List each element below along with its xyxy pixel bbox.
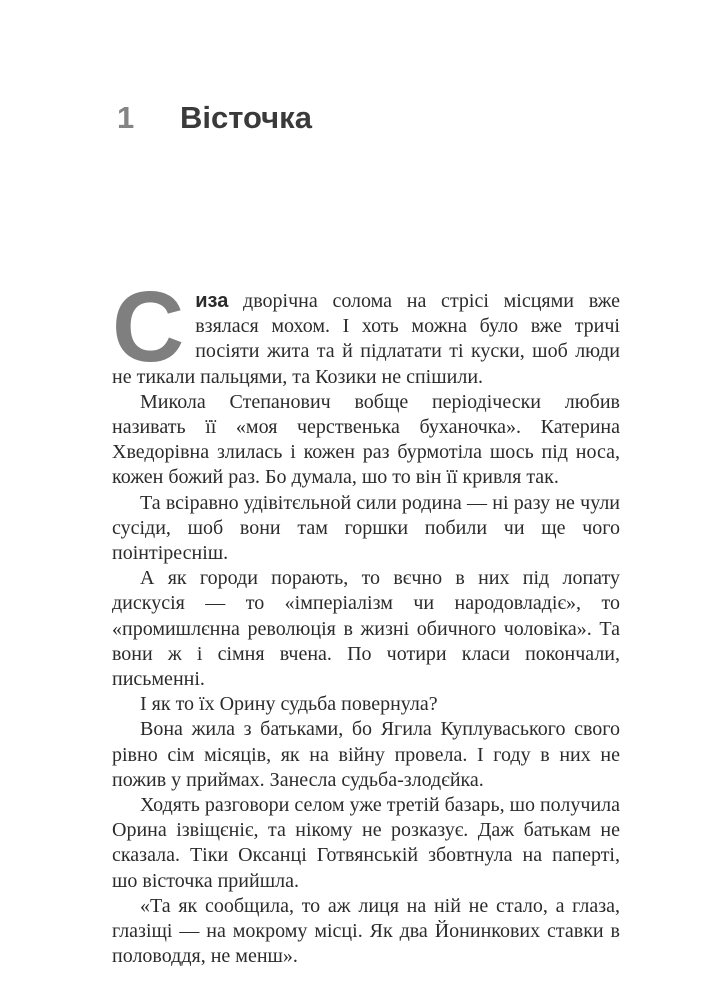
paragraph-6: Вона жила з батьками, бо Ягила Куплуваського свого рівно сім місяців, як на війну провела. І году в них не пожив у приймах. Занесла судьба-злодєйка. [112, 718, 620, 791]
lead-word-bold: иза [195, 290, 229, 312]
paragraph-1 [112, 271, 620, 390]
body-text-block [112, 271, 621, 969]
paragraph-8: «Та як сообщила, то аж лиця на ній не стало, а глаза, глазіщі — на мокрому місці. Як два Йонинкових ставки в половоддя, не менш». [112, 894, 620, 968]
chapter-header [117, 100, 312, 136]
drop-cap: С [112, 271, 185, 383]
paragraph-5: І як то їх Орину судьба повернула? [140, 693, 438, 716]
paragraph-3: Та всіравно удівітєльной сили родина — ні разу не чули сусіди, шоб вони там горшки побили чи ще чого поінтіресніш. [112, 491, 620, 565]
paragraph-2: Микола Степанович вобще періодічески любив називать її «моя черственька буханочка». Катерина Хведорівна злилась і кожен раз бурмотіла шось під носа, кожен божий раз. Бо думала, шо то він її кривля так. [112, 390, 620, 489]
chapter-title: Вісточка [180, 100, 312, 135]
chapter-number: 1 [117, 100, 135, 135]
paragraph-7: Ходять разговори селом уже третій базарь, шо получила Орина ізвіщєніє, та нікому не розказує. Даж батькам не сказала. Тіки Оксанці Готвянській збовтнула на паперті, шо вісточка прийшла. [112, 794, 621, 892]
paragraph-text: дворічна солома на стрісі місцями вже взялася мохом. І хоть можна було вже тричі посіяти жита та й підлатати ті куски, шоб люди не тикали пальцями, та Козики не спішили. [112, 290, 620, 388]
paragraph-4: А як городи порають, то вєчно в них під лопату дискусія — то «імперіалізм чи народовладіє», то «промишлєнна революція в жизні обичного чоловіка». Та вони ж і сімня вчена. По чотири класи покончали, письменні. [112, 567, 620, 691]
